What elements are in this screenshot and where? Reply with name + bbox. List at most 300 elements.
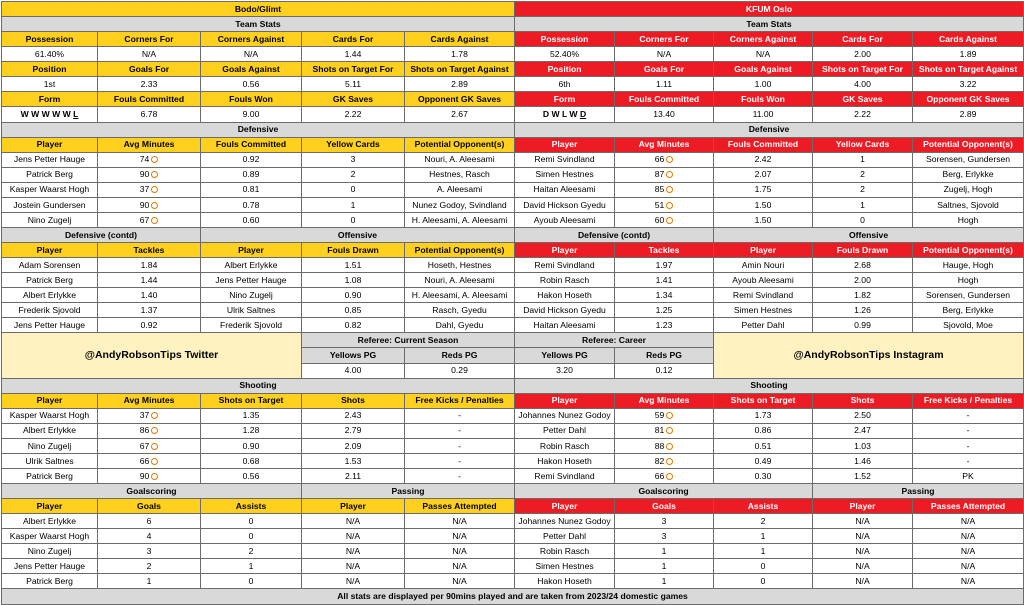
avg-minutes-value: 81 [654, 425, 665, 436]
left-defensive-cell: 1 [302, 197, 405, 212]
left-offensive-cell: Jens Petter Hauge [201, 273, 302, 288]
left-defensive-cell: 3 [302, 152, 405, 167]
left-passing-cell: N/A [405, 544, 515, 559]
right-defensive-cell: Haitan Aleesami [515, 182, 615, 197]
right-shooting-cell [615, 408, 714, 423]
right-passing-cell: N/A [813, 529, 913, 544]
left-offensive-cell: 0.85 [302, 303, 405, 318]
left-def-contd-cell: Adam Sorensen [2, 258, 98, 273]
avg-minutes-value: 60 [654, 214, 665, 225]
right-shooting-header: Avg Minutes [615, 393, 714, 408]
left-defensive-header: Player [2, 137, 98, 152]
right-passing-cell: N/A [813, 559, 913, 574]
stopwatch-icon [151, 412, 158, 419]
avg-minutes-value: 74 [139, 154, 150, 165]
right-defensive-cell: Zugelj, Hogh [913, 182, 1024, 197]
right-r2-value: 6th [515, 77, 615, 92]
right-r3-value: 2.22 [813, 107, 913, 122]
left-offensive-cell: 0.90 [302, 288, 405, 303]
right-defensive-cell: 2 [813, 167, 913, 182]
avg-minutes-value: 85 [654, 184, 665, 195]
left-defensive-cell: 0.89 [201, 167, 302, 182]
stopwatch-icon [151, 186, 158, 193]
right-r2-header: Shots on Target For [813, 62, 913, 77]
referee-career-title: Referee: Career [515, 333, 714, 348]
left-defensive-cell: Kasper Waarst Hogh [2, 182, 98, 197]
left-r1-value: 61.40% [2, 47, 98, 62]
left-shooting-cell: Nino Zugelj [2, 438, 98, 453]
right-offensive-cell: Petter Dahl [714, 318, 813, 333]
avg-minutes-value: 37 [139, 184, 150, 195]
stopwatch-icon [666, 186, 673, 193]
right-r1-header: Possession [515, 32, 615, 47]
left-goalscoring-cell: Jens Petter Hauge [2, 559, 98, 574]
left-goalscoring-cell: 1 [98, 574, 201, 589]
right-def-contd-cell: 1.34 [615, 288, 714, 303]
left-defensive-cell [98, 197, 201, 212]
left-team-stats-title: Team Stats [2, 17, 515, 32]
right-defensive-cell [615, 152, 714, 167]
left-shooting-cell: - [405, 438, 515, 453]
right-offensive-cell: Berg, Erlykke [913, 303, 1024, 318]
right-r2-header: Position [515, 62, 615, 77]
right-def-contd-header: Player [515, 243, 615, 258]
left-r3-header: Fouls Committed [98, 92, 201, 107]
right-goalscoring-cell: Johannes Nunez Godoy [515, 514, 615, 529]
right-goalscoring-cell: 1 [615, 574, 714, 589]
right-shooting-cell: 0.51 [714, 438, 813, 453]
right-defensive-header: Potential Opponent(s) [913, 137, 1024, 152]
stopwatch-icon [666, 473, 673, 480]
right-r2-value: 1.00 [714, 77, 813, 92]
left-offensive-cell: Nino Zugelj [201, 288, 302, 303]
left-defensive-cell: H. Aleesami, A. Aleesami [405, 212, 515, 227]
right-r1-value: 2.00 [813, 47, 913, 62]
left-offensive-cell: Albert Erlykke [201, 258, 302, 273]
right-defensive-cell: 1.75 [714, 182, 813, 197]
right-passing-cell: N/A [813, 574, 913, 589]
right-def-contd-cell: David Hickson Gyedu [515, 303, 615, 318]
referee-career-value: 0.12 [615, 363, 714, 378]
right-goalscoring-title: Goalscoring [515, 484, 813, 499]
left-defensive-cell [98, 212, 201, 227]
stopwatch-icon [666, 427, 673, 434]
left-offensive-title: Offensive [201, 227, 515, 242]
left-passing-title: Passing [302, 484, 515, 499]
left-defensive-cell: 0 [302, 212, 405, 227]
avg-minutes-value: 67 [139, 440, 150, 451]
left-shooting-cell [98, 408, 201, 423]
stopwatch-icon [666, 458, 673, 465]
right-def-contd-cell: Robin Rasch [515, 273, 615, 288]
left-shooting-cell: 2.11 [302, 468, 405, 483]
right-passing-header: Passes Attempted [913, 499, 1024, 514]
left-defensive-title: Defensive [2, 122, 515, 137]
left-goalscoring-cell: 0 [201, 514, 302, 529]
avg-minutes-value: 86 [139, 425, 150, 436]
right-r2-header: Goals For [615, 62, 714, 77]
left-offensive-cell: 1.51 [302, 258, 405, 273]
left-team-title: Bodo/Glimt [2, 2, 515, 17]
avg-minutes-value: 67 [139, 214, 150, 225]
right-shooting-cell: - [913, 423, 1024, 438]
left-shooting-cell: 0.90 [201, 438, 302, 453]
left-offensive-cell: Nouri, A. Aleesami [405, 273, 515, 288]
left-def-contd-cell: 1.84 [98, 258, 201, 273]
right-defensive-cell: 1.50 [714, 197, 813, 212]
left-passing-cell: N/A [405, 559, 515, 574]
left-offensive-cell: Rasch, Gyedu [405, 303, 515, 318]
left-passing-header: Passes Attempted [405, 499, 515, 514]
stopwatch-icon [666, 171, 673, 178]
left-defensive-header: Potential Opponent(s) [405, 137, 515, 152]
left-r2-value: 2.89 [405, 77, 515, 92]
right-r3-header: Opponent GK Saves [913, 92, 1024, 107]
left-defensive-header: Avg Minutes [98, 137, 201, 152]
right-goalscoring-header: Assists [714, 499, 813, 514]
right-goalscoring-cell: 0 [714, 559, 813, 574]
right-shooting-cell: 1.03 [813, 438, 913, 453]
right-goalscoring-cell: 2 [714, 514, 813, 529]
right-shooting-cell: Johannes Nunez Godoy [515, 408, 615, 423]
right-offensive-cell: Hogh [913, 273, 1024, 288]
right-r3-header: Fouls Won [714, 92, 813, 107]
left-goalscoring-cell: 6 [98, 514, 201, 529]
left-def-contd-cell: Frederik Sjovold [2, 303, 98, 318]
right-defensive-cell: 2 [813, 182, 913, 197]
right-r3-header: Fouls Committed [615, 92, 714, 107]
stopwatch-icon [666, 202, 673, 209]
right-offensive-cell: Ayoub Aleesami [714, 273, 813, 288]
left-shooting-cell: 0.68 [201, 453, 302, 468]
right-r3-header: Form [515, 92, 615, 107]
left-shooting-cell [98, 438, 201, 453]
right-r1-header: Cards Against [913, 32, 1024, 47]
right-r2-header: Goals Against [714, 62, 813, 77]
left-shooting-cell: 0.56 [201, 468, 302, 483]
left-r2-value: 2.33 [98, 77, 201, 92]
stopwatch-icon [151, 202, 158, 209]
right-def-contd-cell: 1.23 [615, 318, 714, 333]
left-r2-value: 5.11 [302, 77, 405, 92]
right-shooting-cell: 2.50 [813, 408, 913, 423]
stopwatch-icon [151, 473, 158, 480]
left-r3-value: 2.67 [405, 107, 515, 122]
right-defensive-header: Fouls Committed [714, 137, 813, 152]
left-r2-header: Position [2, 62, 98, 77]
right-r1-value: 1.89 [913, 47, 1024, 62]
left-goalscoring-cell: Nino Zugelj [2, 544, 98, 559]
footer-note: All stats are displayed per 90mins played and are taken from 2023/24 domestic games [2, 589, 1024, 604]
avg-minutes-value: 37 [139, 410, 150, 421]
right-shooting-cell [615, 438, 714, 453]
left-def-contd-cell: 1.40 [98, 288, 201, 303]
right-offensive-cell: Hauge, Hogh [913, 258, 1024, 273]
right-goalscoring-cell: Hakon Hoseth [515, 574, 615, 589]
right-defensive-cell [615, 167, 714, 182]
right-shooting-cell: Robin Rasch [515, 438, 615, 453]
left-r3-header: Opponent GK Saves [405, 92, 515, 107]
right-r3-value: 13.40 [615, 107, 714, 122]
right-defensive-cell: Sorensen, Gundersen [913, 152, 1024, 167]
left-r3-value: 6.78 [98, 107, 201, 122]
left-defensive-cell: 0.81 [201, 182, 302, 197]
right-defensive-cell: Berg, Erlykke [913, 167, 1024, 182]
left-shooting-header: Shots [302, 393, 405, 408]
right-passing-cell: N/A [913, 559, 1024, 574]
left-r1-value: 1.78 [405, 47, 515, 62]
left-passing-cell: N/A [405, 574, 515, 589]
right-r2-value: 1.11 [615, 77, 714, 92]
left-r3-value: 2.22 [302, 107, 405, 122]
left-offensive-cell: 0.82 [302, 318, 405, 333]
right-offensive-cell: Remi Svindland [714, 288, 813, 303]
right-def-contd-cell: Hakon Hoseth [515, 288, 615, 303]
left-defensive-header: Fouls Committed [201, 137, 302, 152]
right-shooting-cell: Petter Dahl [515, 423, 615, 438]
stopwatch-icon [666, 156, 673, 163]
left-def-contd-cell: 1.44 [98, 273, 201, 288]
right-def-contd-cell: 1.97 [615, 258, 714, 273]
left-shooting-header: Shots on Target [201, 393, 302, 408]
right-defensive-cell: Ayoub Aleesami [515, 212, 615, 227]
left-shooting-cell: - [405, 453, 515, 468]
right-offensive-cell: Simen Hestnes [714, 303, 813, 318]
right-defensive-cell [615, 197, 714, 212]
left-shooting-cell [98, 423, 201, 438]
right-defensive-cell: 1.50 [714, 212, 813, 227]
right-defensive-cell: Remi Svindland [515, 152, 615, 167]
left-r2-value: 1st [2, 77, 98, 92]
right-shooting-cell: 1.46 [813, 453, 913, 468]
right-offensive-cell: 1.26 [813, 303, 913, 318]
left-shooting-header: Free Kicks / Penalties [405, 393, 515, 408]
right-defensive-cell: 2.07 [714, 167, 813, 182]
stopwatch-icon [151, 427, 158, 434]
right-r1-value: N/A [714, 47, 813, 62]
right-shooting-cell: - [913, 438, 1024, 453]
left-goalscoring-cell: 1 [201, 559, 302, 574]
left-passing-cell: N/A [302, 574, 405, 589]
right-shooting-cell: - [913, 408, 1024, 423]
right-shooting-cell: 1.52 [813, 468, 913, 483]
right-offensive-cell: Sjovold, Moe [913, 318, 1024, 333]
stopwatch-icon [151, 156, 158, 163]
left-shooting-cell: Ulrik Saltnes [2, 453, 98, 468]
left-defensive-cell: 0.78 [201, 197, 302, 212]
avg-minutes-value: 59 [654, 410, 665, 421]
left-r2-value: 0.56 [201, 77, 302, 92]
left-defensive-cell: 0.60 [201, 212, 302, 227]
right-offensive-cell: Sorensen, Gundersen [913, 288, 1024, 303]
left-goalscoring-cell: 0 [201, 574, 302, 589]
right-defensive-header: Avg Minutes [615, 137, 714, 152]
right-r3-header: GK Saves [813, 92, 913, 107]
left-def-contd-cell: 1.37 [98, 303, 201, 318]
avg-minutes-value: 82 [654, 455, 665, 466]
left-r1-header: Possession [2, 32, 98, 47]
right-goalscoring-cell: 0 [714, 574, 813, 589]
right-goalscoring-header: Goals [615, 499, 714, 514]
left-def-contd-title: Defensive (contd) [2, 227, 201, 242]
right-passing-header: Player [813, 499, 913, 514]
right-offensive-header: Fouls Drawn [813, 243, 913, 258]
referee-career-value: 3.20 [515, 363, 615, 378]
stopwatch-icon [666, 443, 673, 450]
left-goalscoring-cell: Albert Erlykke [2, 514, 98, 529]
referee-current-header: Yellows PG [302, 348, 405, 363]
referee-current-value: 0.29 [405, 363, 515, 378]
right-def-contd-cell: 1.41 [615, 273, 714, 288]
right-r3-value: 11.00 [714, 107, 813, 122]
form-latest: D [579, 109, 587, 120]
left-defensive-cell [98, 167, 201, 182]
right-goalscoring-cell: Petter Dahl [515, 529, 615, 544]
right-shooting-cell [615, 453, 714, 468]
left-defensive-cell: Patrick Berg [2, 167, 98, 182]
left-r1-value: N/A [201, 47, 302, 62]
avg-minutes-value: 51 [654, 199, 665, 210]
right-r2-header: Shots on Target Against [913, 62, 1024, 77]
right-defensive-cell: 1 [813, 152, 913, 167]
left-passing-cell: N/A [405, 514, 515, 529]
left-offensive-cell: Hoseth, Hestnes [405, 258, 515, 273]
form-sequence: D W L W [542, 109, 580, 120]
left-shooting-cell: 1.35 [201, 408, 302, 423]
left-offensive-header: Player [201, 243, 302, 258]
right-shooting-header: Free Kicks / Penalties [913, 393, 1024, 408]
right-shooting-header: Player [515, 393, 615, 408]
right-r3-value: 2.89 [913, 107, 1024, 122]
right-defensive-title: Defensive [515, 122, 1024, 137]
left-shooting-header: Avg Minutes [98, 393, 201, 408]
right-defensive-cell: 2.42 [714, 152, 813, 167]
right-shooting-cell: 0.86 [714, 423, 813, 438]
left-defensive-header: Yellow Cards [302, 137, 405, 152]
right-defensive-cell: Hogh [913, 212, 1024, 227]
right-offensive-header: Potential Opponent(s) [913, 243, 1024, 258]
left-offensive-cell: Frederik Sjovold [201, 318, 302, 333]
left-r1-header: Corners For [98, 32, 201, 47]
right-shooting-cell: Hakon Hoseth [515, 453, 615, 468]
right-form-value [515, 107, 615, 122]
left-defensive-cell: Jens Petter Hauge [2, 152, 98, 167]
avg-minutes-value: 87 [654, 169, 665, 180]
left-def-contd-header: Tackles [98, 243, 201, 258]
right-offensive-title: Offensive [714, 227, 1024, 242]
instagram-promo: @AndyRobsonTips Instagram [714, 333, 1024, 378]
right-passing-cell: N/A [913, 574, 1024, 589]
right-defensive-header: Yellow Cards [813, 137, 913, 152]
right-shooting-cell: - [913, 453, 1024, 468]
left-shooting-cell: 1.28 [201, 423, 302, 438]
right-r1-value: 52.40% [515, 47, 615, 62]
right-offensive-cell: 0.99 [813, 318, 913, 333]
left-goalscoring-cell: 3 [98, 544, 201, 559]
left-defensive-cell: 0 [302, 182, 405, 197]
left-shooting-cell: 2.79 [302, 423, 405, 438]
left-r3-header: Fouls Won [201, 92, 302, 107]
left-shooting-cell: 2.43 [302, 408, 405, 423]
left-shooting-cell: Albert Erlykke [2, 423, 98, 438]
left-defensive-cell: Nunez Godoy, Svindland [405, 197, 515, 212]
left-passing-cell: N/A [302, 529, 405, 544]
right-r1-header: Corners Against [714, 32, 813, 47]
left-defensive-cell: 0.92 [201, 152, 302, 167]
right-defensive-cell: Simen Hestnes [515, 167, 615, 182]
right-offensive-cell: 1.82 [813, 288, 913, 303]
left-r3-value: 9.00 [201, 107, 302, 122]
left-shooting-title: Shooting [2, 378, 515, 393]
referee-current-value: 4.00 [302, 363, 405, 378]
left-goalscoring-title: Goalscoring [2, 484, 302, 499]
left-def-contd-cell: Albert Erlykke [2, 288, 98, 303]
left-def-contd-cell: Jens Petter Hauge [2, 318, 98, 333]
left-shooting-cell [98, 468, 201, 483]
right-defensive-cell [615, 182, 714, 197]
avg-minutes-value: 66 [654, 154, 665, 165]
right-shooting-cell: PK [913, 468, 1024, 483]
left-r2-header: Goals For [98, 62, 201, 77]
left-shooting-cell: - [405, 468, 515, 483]
left-goalscoring-cell: Patrick Berg [2, 574, 98, 589]
right-passing-cell: N/A [913, 544, 1024, 559]
right-shooting-header: Shots [813, 393, 913, 408]
left-defensive-cell: Hestnes, Rasch [405, 167, 515, 182]
left-defensive-cell [98, 152, 201, 167]
left-shooting-cell: Patrick Berg [2, 468, 98, 483]
right-offensive-header: Player [714, 243, 813, 258]
right-shooting-header: Shots on Target [714, 393, 813, 408]
right-defensive-cell: 1 [813, 197, 913, 212]
right-r2-value: 4.00 [813, 77, 913, 92]
left-shooting-cell: 2.09 [302, 438, 405, 453]
right-shooting-cell: 0.49 [714, 453, 813, 468]
right-goalscoring-cell: Robin Rasch [515, 544, 615, 559]
stopwatch-icon [151, 443, 158, 450]
left-r2-header: Shots on Target Against [405, 62, 515, 77]
right-def-contd-header: Tackles [615, 243, 714, 258]
right-goalscoring-cell: 1 [714, 544, 813, 559]
left-r2-header: Goals Against [201, 62, 302, 77]
stopwatch-icon [666, 217, 673, 224]
referee-current-title: Referee: Current Season [302, 333, 515, 348]
right-def-contd-cell: Remi Svindland [515, 258, 615, 273]
left-defensive-cell: A. Aleesami [405, 182, 515, 197]
right-passing-cell: N/A [813, 514, 913, 529]
left-shooting-cell: - [405, 423, 515, 438]
right-r2-value: 3.22 [913, 77, 1024, 92]
right-def-contd-cell: Haitan Aleesami [515, 318, 615, 333]
avg-minutes-value: 90 [139, 199, 150, 210]
left-def-contd-cell: 0.92 [98, 318, 201, 333]
left-r1-value: N/A [98, 47, 201, 62]
left-r1-header: Cards Against [405, 32, 515, 47]
left-goalscoring-cell: Kasper Waarst Hogh [2, 529, 98, 544]
left-passing-cell: N/A [302, 559, 405, 574]
left-r1-header: Corners Against [201, 32, 302, 47]
left-r3-header: Form [2, 92, 98, 107]
right-offensive-cell: 2.00 [813, 273, 913, 288]
avg-minutes-value: 90 [139, 169, 150, 180]
right-passing-title: Passing [813, 484, 1024, 499]
left-def-contd-cell: Patrick Berg [2, 273, 98, 288]
left-form-value [2, 107, 98, 122]
left-passing-cell: N/A [405, 529, 515, 544]
left-goalscoring-header: Assists [201, 499, 302, 514]
left-shooting-header: Player [2, 393, 98, 408]
right-team-title: KFUM Oslo [515, 2, 1024, 17]
